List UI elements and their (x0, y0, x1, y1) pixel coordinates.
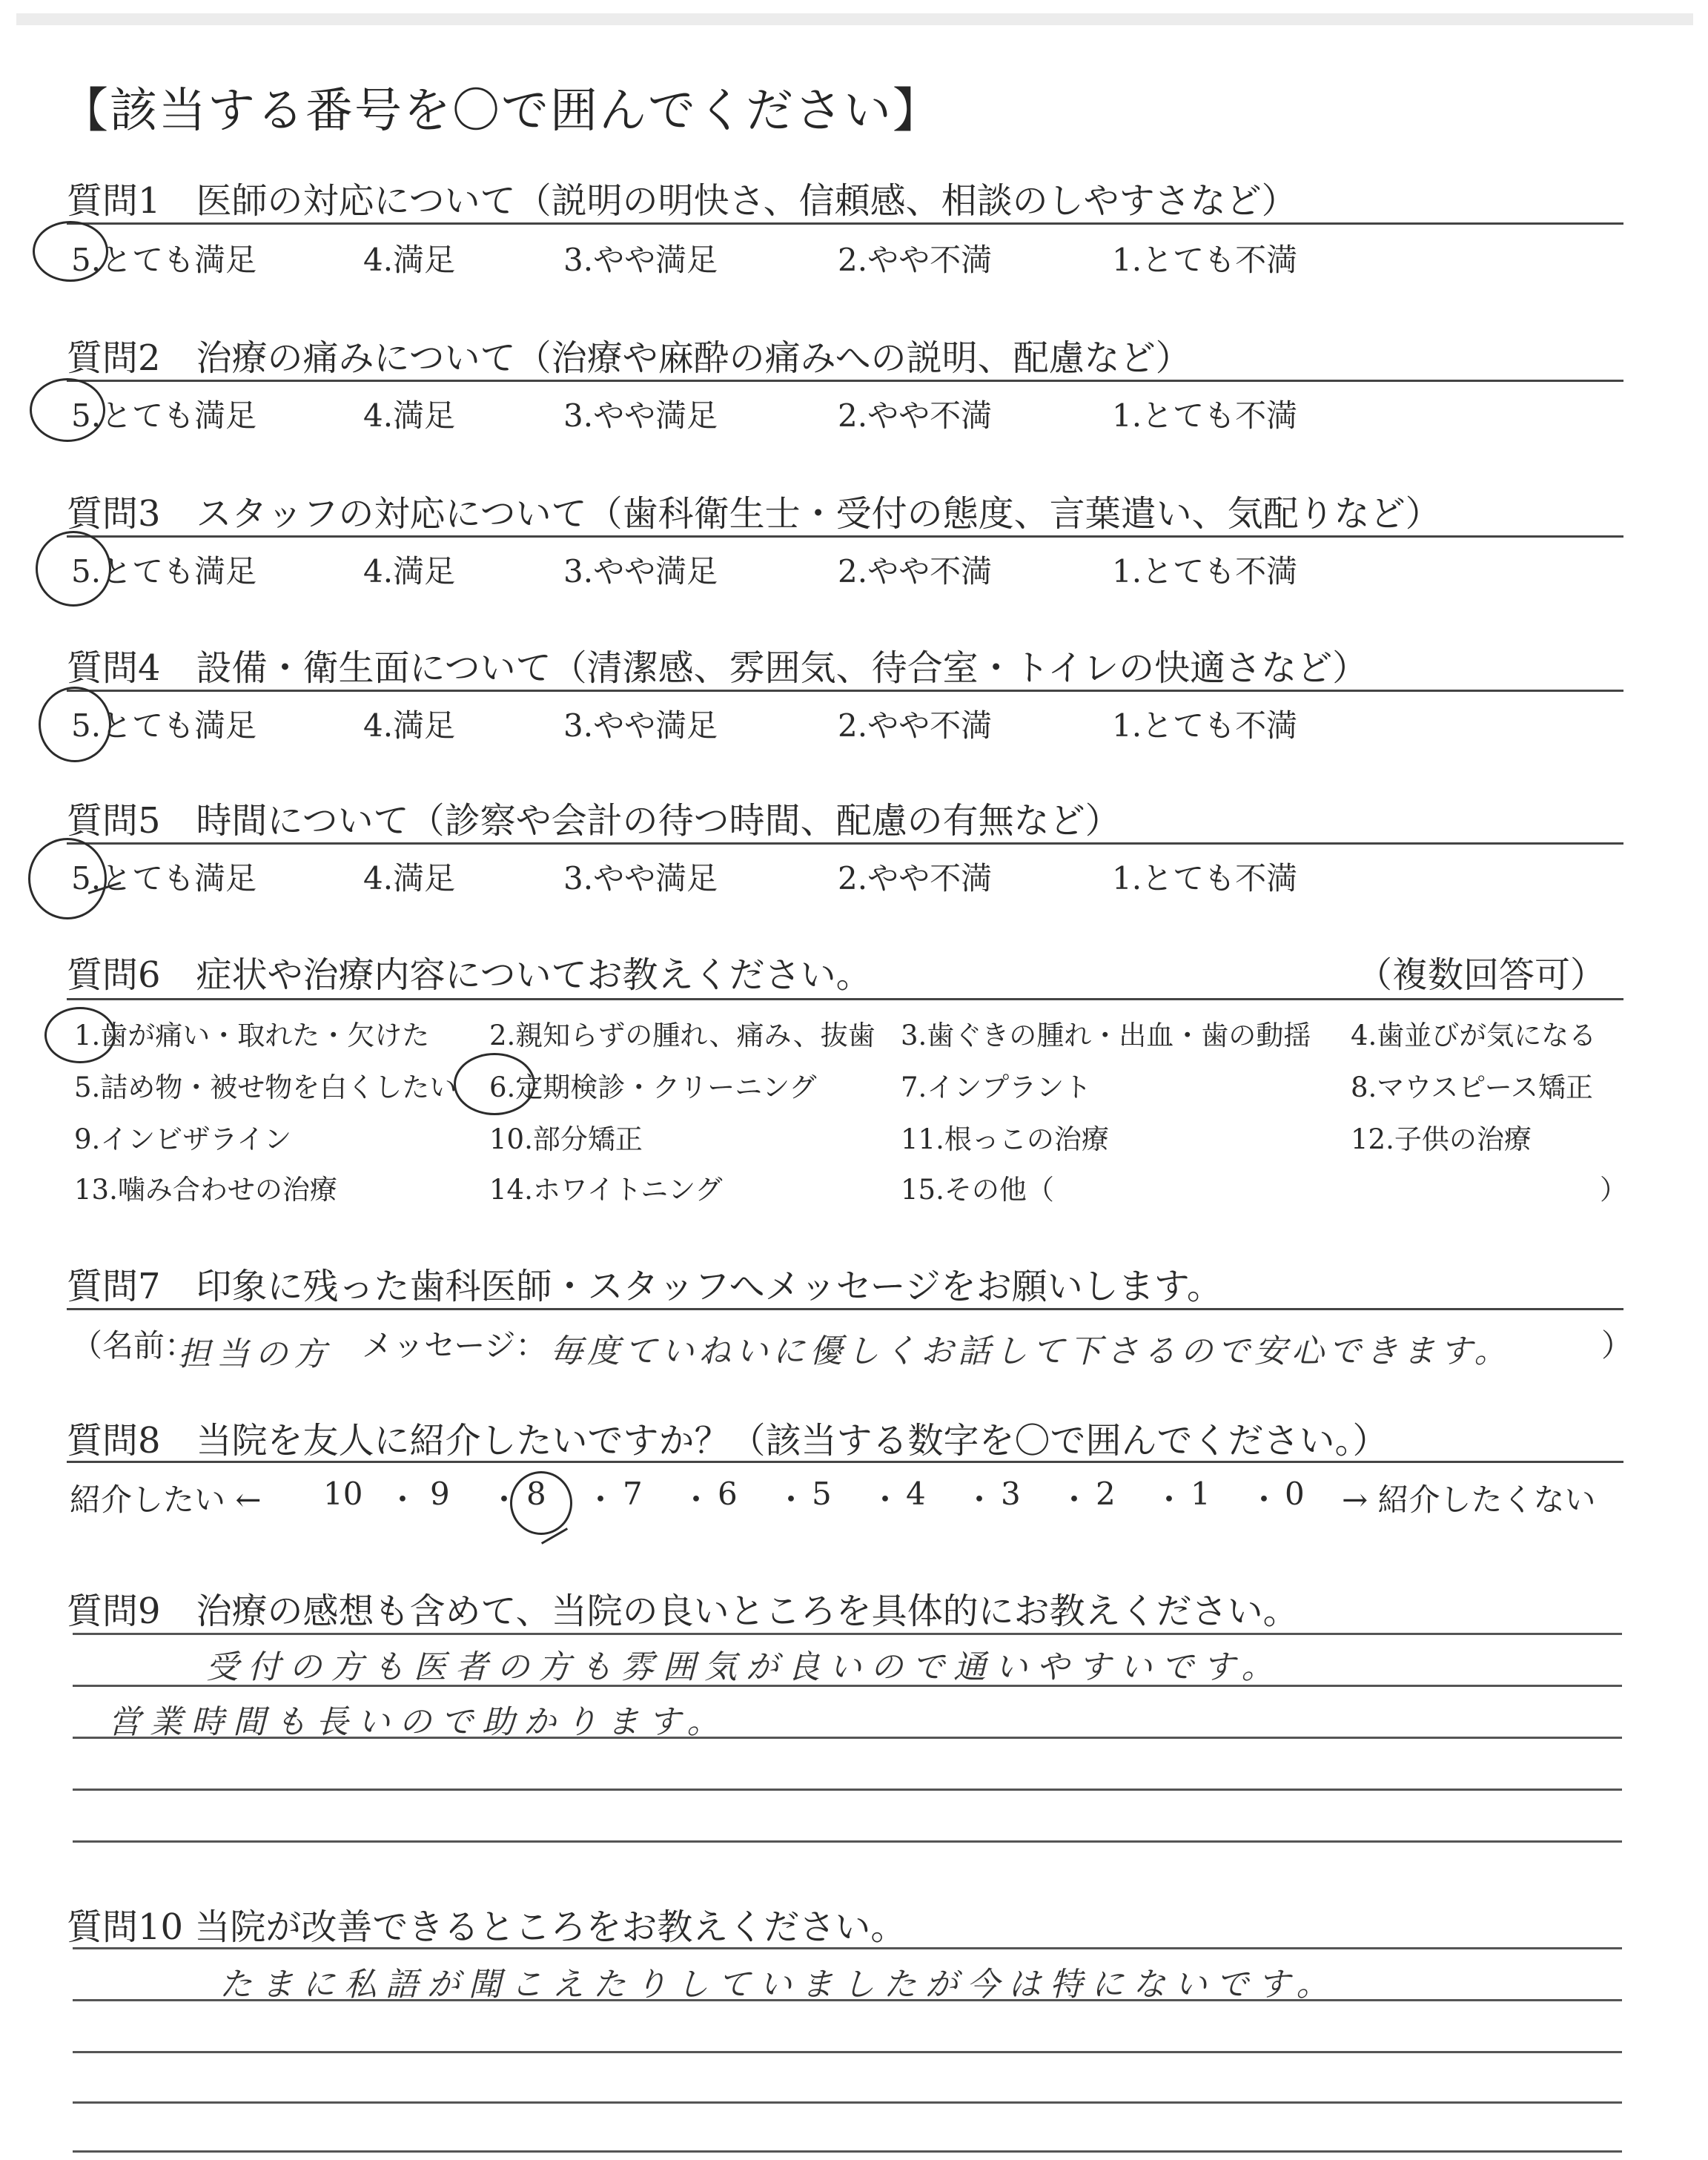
q6-item-9[interactable]: 9.インビザライン (74, 1123, 292, 1155)
q1-option-5[interactable]: 5.とても満足 (71, 242, 257, 278)
q8-scale-separator: ・ (1153, 1482, 1185, 1518)
q6-item-1[interactable]: 1.歯が痛い・取れた・欠けた (74, 1020, 430, 1051)
q8-scale-option-9[interactable]: 9 (430, 1476, 450, 1512)
q3-option-1[interactable]: 1.とても不満 (1112, 553, 1298, 589)
q10-answer-line-1[interactable]: たまに私語が聞こえたりしていましたが今は特にないです。 (219, 1966, 1338, 2004)
q10-line-5 (73, 2150, 1622, 2153)
q10-line-3 (73, 2051, 1622, 2053)
q8-scale-separator: ・ (775, 1482, 807, 1518)
question-6-rule (67, 998, 1623, 1000)
q8-scale-option-3[interactable]: 3 (1001, 1476, 1021, 1512)
q4-selection-circle (39, 687, 111, 762)
q7-message-label: メッセージ： (362, 1327, 547, 1364)
q8-scale-option-6[interactable]: 6 (718, 1476, 738, 1512)
question-2-label: 質問2 治療の痛みについて（治療や麻酔の痛みへの説明、配慮など） (67, 337, 1191, 379)
q1-option-2[interactable]: 2.やや不満 (838, 242, 993, 278)
q6-item-2[interactable]: 2.親知らずの腫れ、痛み、抜歯 (489, 1020, 875, 1051)
q8-scale-option-1[interactable]: 1 (1191, 1476, 1211, 1512)
question-3-rule (67, 535, 1623, 538)
page-title: 【該当する番号を〇で囲んでください】 (61, 84, 941, 139)
question-7-rule (67, 1308, 1623, 1310)
question-7-label: 質問7 印象に残った歯科医師・スタッフへメッセージをお願いします。 (67, 1266, 1222, 1307)
q7-message-handwriting[interactable]: 毎度ていねいに優しくお話して下さるので安心できます。 (550, 1332, 1512, 1370)
q2-option-2[interactable]: 2.やや不満 (838, 397, 993, 434)
q1-option-1[interactable]: 1.とても不満 (1112, 242, 1298, 278)
q3-option-2[interactable]: 2.やや不満 (838, 553, 993, 589)
q6-item-13[interactable]: 13.噛み合わせの治療 (74, 1174, 337, 1206)
question-1-rule (67, 222, 1623, 225)
q8-scale-option-7[interactable]: 7 (623, 1476, 643, 1512)
q7-name-label: （名前： (71, 1327, 196, 1364)
q5-option-4[interactable]: 4.満足 (363, 860, 456, 896)
q8-scale-separator: ・ (489, 1482, 520, 1518)
q1-option-3[interactable]: 3.やや満足 (563, 242, 718, 278)
q9-answer-line-1[interactable]: 受付の方も医者の方も雰囲気が良いので通いやすいです。 (206, 1648, 1283, 1686)
q8-right-label: → 紹介したくない (1342, 1482, 1596, 1518)
scan-edge (16, 13, 1693, 25)
q8-left-label: 紹介したい ← (70, 1482, 262, 1518)
question-9-label: 質問9 治療の感想も含めて、当院の良いところを具体的にお教えください。 (67, 1591, 1299, 1632)
q4-option-3[interactable]: 3.やや満足 (563, 707, 718, 744)
q8-scale-separator: ・ (681, 1482, 712, 1518)
q8-scale-separator: ・ (387, 1482, 419, 1518)
q3-option-5[interactable]: 5.とても満足 (71, 553, 257, 589)
q8-scale-option-2[interactable]: 2 (1096, 1476, 1116, 1512)
q6-item-4[interactable]: 4.歯並びが気になる (1351, 1020, 1597, 1051)
q8-scale-separator: ・ (585, 1482, 617, 1518)
q8-scale-option-5[interactable]: 5 (812, 1476, 832, 1512)
q6-item-7[interactable]: 7.インプラント (901, 1071, 1092, 1103)
q8-scale-separator: ・ (1248, 1482, 1280, 1518)
question-8-rule (67, 1461, 1623, 1463)
q3-option-3[interactable]: 3.やや満足 (563, 553, 718, 589)
q9-line-4 (73, 1789, 1622, 1791)
q6-item-10[interactable]: 10.部分矯正 (489, 1123, 643, 1155)
q5-option-5[interactable]: 5.とても満足 (71, 860, 257, 896)
q10-line-4 (73, 2101, 1622, 2104)
question-4-rule (67, 690, 1623, 692)
q6-item-3[interactable]: 3.歯ぐきの腫れ・出血・歯の動揺 (901, 1020, 1311, 1051)
q4-option-4[interactable]: 4.満足 (363, 707, 456, 744)
q8-scale-option-8[interactable]: 8 (526, 1476, 546, 1512)
q7-close-paren: ） (1601, 1327, 1633, 1364)
question-3-label: 質問3 スタッフの対応について（歯科衛生士・受付の態度、言葉遣い、気配りなど） (67, 493, 1441, 535)
q4-option-1[interactable]: 1.とても不満 (1112, 707, 1298, 744)
q8-scale-separator: ・ (1059, 1482, 1090, 1518)
question-4-label: 質問4 設備・衛生面について（清潔感、雰囲気、待合室・トイレの快適さなど） (67, 647, 1368, 689)
q6-item-8[interactable]: 8.マウスピース矯正 (1351, 1071, 1593, 1103)
q9-line-5 (73, 1840, 1622, 1843)
q2-option-5[interactable]: 5.とても満足 (71, 397, 257, 434)
q5-option-2[interactable]: 2.やや不満 (838, 860, 993, 896)
q6-item-6[interactable]: 6.定期検診・クリーニング (489, 1071, 817, 1103)
q5-option-1[interactable]: 1.とても不満 (1112, 860, 1298, 896)
q3-selection-circle (36, 531, 111, 607)
q4-option-2[interactable]: 2.やや不満 (838, 707, 993, 744)
q6-item-15[interactable]: 15.その他（ (901, 1174, 1054, 1206)
q6-other-close-paren: ） (1600, 1174, 1627, 1206)
question-1-label: 質問1 医師の対応について（説明の明快さ、信頼感、相談のしやすさなど） (67, 180, 1297, 222)
question-2-rule (67, 380, 1623, 382)
q6-item-14[interactable]: 14.ホワイトニング (489, 1174, 723, 1206)
q8-scale-option-0[interactable]: 0 (1285, 1476, 1305, 1512)
question-10-label: 質問10 当院が改善できるところをお教えください。 (67, 1906, 907, 1948)
question-5-rule (67, 842, 1623, 845)
q6-item-11[interactable]: 11.根っこの治療 (901, 1123, 1109, 1155)
q9-line-1 (73, 1633, 1622, 1635)
q6-item-12[interactable]: 12.子供の治療 (1351, 1123, 1532, 1155)
q6-item-6-selection-circle (454, 1053, 535, 1115)
q3-option-4[interactable]: 4.満足 (363, 553, 456, 589)
q8-selection-circle (510, 1471, 572, 1535)
q9-answer-line-2[interactable]: 営業時間も長いので助かります。 (108, 1703, 729, 1741)
q8-scale-separator: ・ (870, 1482, 901, 1518)
q2-option-1[interactable]: 1.とても不満 (1112, 397, 1298, 434)
q8-scale-option-10[interactable]: 10 (323, 1476, 363, 1512)
question-6-note: （複数回答可） (1357, 954, 1606, 996)
q2-option-4[interactable]: 4.満足 (363, 397, 456, 434)
q8-scale-option-4[interactable]: 4 (906, 1476, 926, 1512)
question-5-label: 質問5 時間について（診察や会計の待つ時間、配慮の有無など） (67, 800, 1121, 842)
q10-line-1 (73, 1947, 1622, 1949)
q1-option-4[interactable]: 4.満足 (363, 242, 456, 278)
q6-item-1-selection-circle (44, 1007, 116, 1063)
q5-option-3[interactable]: 3.やや満足 (563, 860, 718, 896)
q2-selection-circle (30, 378, 105, 442)
q1-selection-circle (33, 221, 108, 282)
question-6-label: 質問6 症状や治療内容についてお教えください。 (67, 954, 872, 996)
question-8-label: 質問8 当院を友人に紹介したいですか？（該当する数字を〇で囲んでください。） (67, 1420, 1388, 1462)
q2-option-3[interactable]: 3.やや満足 (563, 397, 718, 434)
q6-item-5[interactable]: 5.詰め物・被せ物を白くしたい (74, 1071, 457, 1103)
q5-selection-circle (28, 838, 107, 919)
q4-option-5[interactable]: 5.とても満足 (71, 707, 257, 744)
q8-scale-separator: ・ (964, 1482, 996, 1518)
q7-name-handwriting[interactable]: 担当の方 (178, 1335, 332, 1373)
